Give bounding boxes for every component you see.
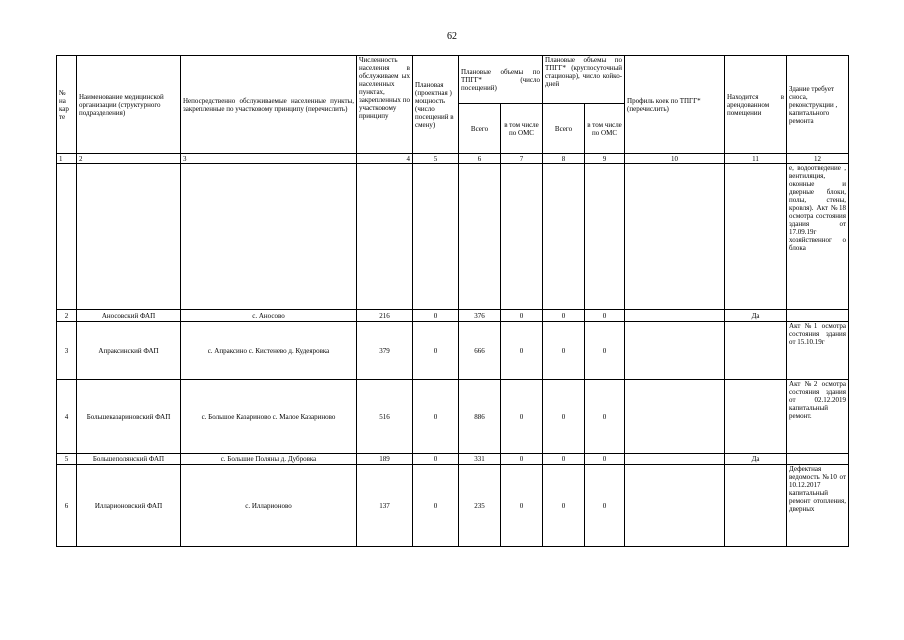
column-number: 8 [543,154,585,164]
table-cell [543,164,585,310]
beds-total: 0 [543,310,585,322]
visits-total: 376 [459,310,501,322]
table-row [57,322,849,380]
bed-profile [625,322,725,380]
population: 216 [357,310,413,322]
column-number: 4 [357,154,413,164]
building-note [787,310,849,322]
header-col-name: Наименование медицинской организации (структурного подразделения) [77,56,181,154]
table-cell [501,164,543,310]
facility-name: Большеказариновский ФАП [77,380,181,454]
table-cell [181,164,357,310]
settlements: с. Аносово [181,310,357,322]
settlements: с. Большое Казариново с. Малое Казариново [181,380,357,454]
bed-profile [625,454,725,465]
table-row [57,380,849,454]
population: 516 [357,380,413,454]
beds-total: 0 [543,380,585,454]
column-number: 12 [787,154,849,164]
visits-oms: 0 [501,310,543,322]
table-cell [57,164,77,310]
rented-flag: Да [725,454,787,465]
visits-total: 235 [459,465,501,547]
table-row [57,454,849,465]
column-number: 5 [413,154,459,164]
column-number: 9 [585,154,625,164]
rented-flag: Да [725,310,787,322]
capacity: 0 [413,310,459,322]
column-number: 10 [625,154,725,164]
capacity: 0 [413,454,459,465]
visits-total: 331 [459,454,501,465]
column-number: 2 [77,154,181,164]
column-number: 6 [459,154,501,164]
column-number: 7 [501,154,543,164]
facility-name: Илларионовский ФАП [77,465,181,547]
settlements: с. Илларионово [181,465,357,547]
row-number: 3 [57,322,77,380]
building-note: Дефектная ведомость №10 от 10.12.2017 капитальный ремонт отопления, дверных [787,465,849,547]
continuation-row [57,164,849,310]
header-col-population: Численность населения в обслуживаем ых населенных пунктах, закрепленных по участковому принципу [357,56,413,154]
table-cell [77,164,181,310]
beds-oms: 0 [585,465,625,547]
building-note: Акт №1 осмотра состояния здания от 15.10.19г [787,322,849,380]
rented-flag [725,380,787,454]
settlements: с. Большие Поляны д. Дубровка [181,454,357,465]
beds-oms: 0 [585,322,625,380]
table-row [57,310,849,322]
column-number: 11 [725,154,787,164]
header-col-settlements: Непосредственно обслуживаемые населенные пункты, закрепленные по участковому принципу (перечислить) [181,56,357,154]
header-beds-group: Плановые объемы по ТПГГ* (круглосуточный стационар), число койко-дней [543,56,625,104]
beds-total: 0 [543,454,585,465]
population: 379 [357,322,413,380]
table-cell [459,164,501,310]
table-cell [625,164,725,310]
beds-total: 0 [543,465,585,547]
visits-oms: 0 [501,454,543,465]
bed-profile [625,380,725,454]
rented-flag [725,322,787,380]
visits-oms: 0 [501,322,543,380]
visits-total: 666 [459,322,501,380]
bed-profile [625,465,725,547]
bed-profile [625,310,725,322]
rented-flag [725,465,787,547]
facility-name: Аносовский ФАП [77,310,181,322]
row-number: 2 [57,310,77,322]
beds-oms: 0 [585,310,625,322]
beds-oms: 0 [585,380,625,454]
beds-total: 0 [543,322,585,380]
row-number: 4 [57,380,77,454]
header-visits-total: Всего [459,104,501,154]
beds-oms: 0 [585,454,625,465]
population: 137 [357,465,413,547]
visits-oms: 0 [501,380,543,454]
page-number: 62 [447,31,457,42]
table-cell [585,164,625,310]
continuation-note: е, водоотведение , вентиляция, оконные и дверные блоки, полы, стены, кровля). Акт №18 осмотра состояния здания от 17.09.19г хозяйственног о блока [787,164,849,310]
visits-total: 886 [459,380,501,454]
header-visits-oms: в том числе по ОМС [501,104,543,154]
column-number: 3 [181,154,357,164]
column-number-row [57,154,849,164]
settlements: с. Апраксино с. Кистенево д. Кудеяровка [181,322,357,380]
facility-name: Апраксинский ФАП [77,322,181,380]
table-cell [357,164,413,310]
capacity: 0 [413,322,459,380]
population: 189 [357,454,413,465]
visits-oms: 0 [501,465,543,547]
header-col-rented: Находится в арендованном помещении [725,56,787,154]
capacity: 0 [413,465,459,547]
table-cell [413,164,459,310]
header-col-capacity: Плановая (проектная ) мощность (число посещений в смену) [413,56,459,154]
building-note [787,454,849,465]
header-col-number: № на кар те [57,56,77,154]
column-number: 1 [57,154,77,164]
facilities-table [56,55,849,547]
facility-name: Большеполянский ФАП [77,454,181,465]
header-visits-group: Плановые объемы по ТПГГ* (число посещений) [459,56,543,104]
header-col-profile: Профиль коек по ТПГГ* (перечислить) [625,56,725,154]
table-row [57,465,849,547]
row-number: 5 [57,454,77,465]
table-header-row [57,56,849,104]
header-beds-oms: в том числе по ОМС [585,104,625,154]
row-number: 6 [57,465,77,547]
header-beds-total: Всего [543,104,585,154]
capacity: 0 [413,380,459,454]
header-col-note: Здание требует сноса, реконструкции , капитального ремонта [787,56,849,154]
table-cell [725,164,787,310]
building-note: Акт №2 осмотра состояния здания от 02.12.2019 капитальный ремонт. [787,380,849,454]
